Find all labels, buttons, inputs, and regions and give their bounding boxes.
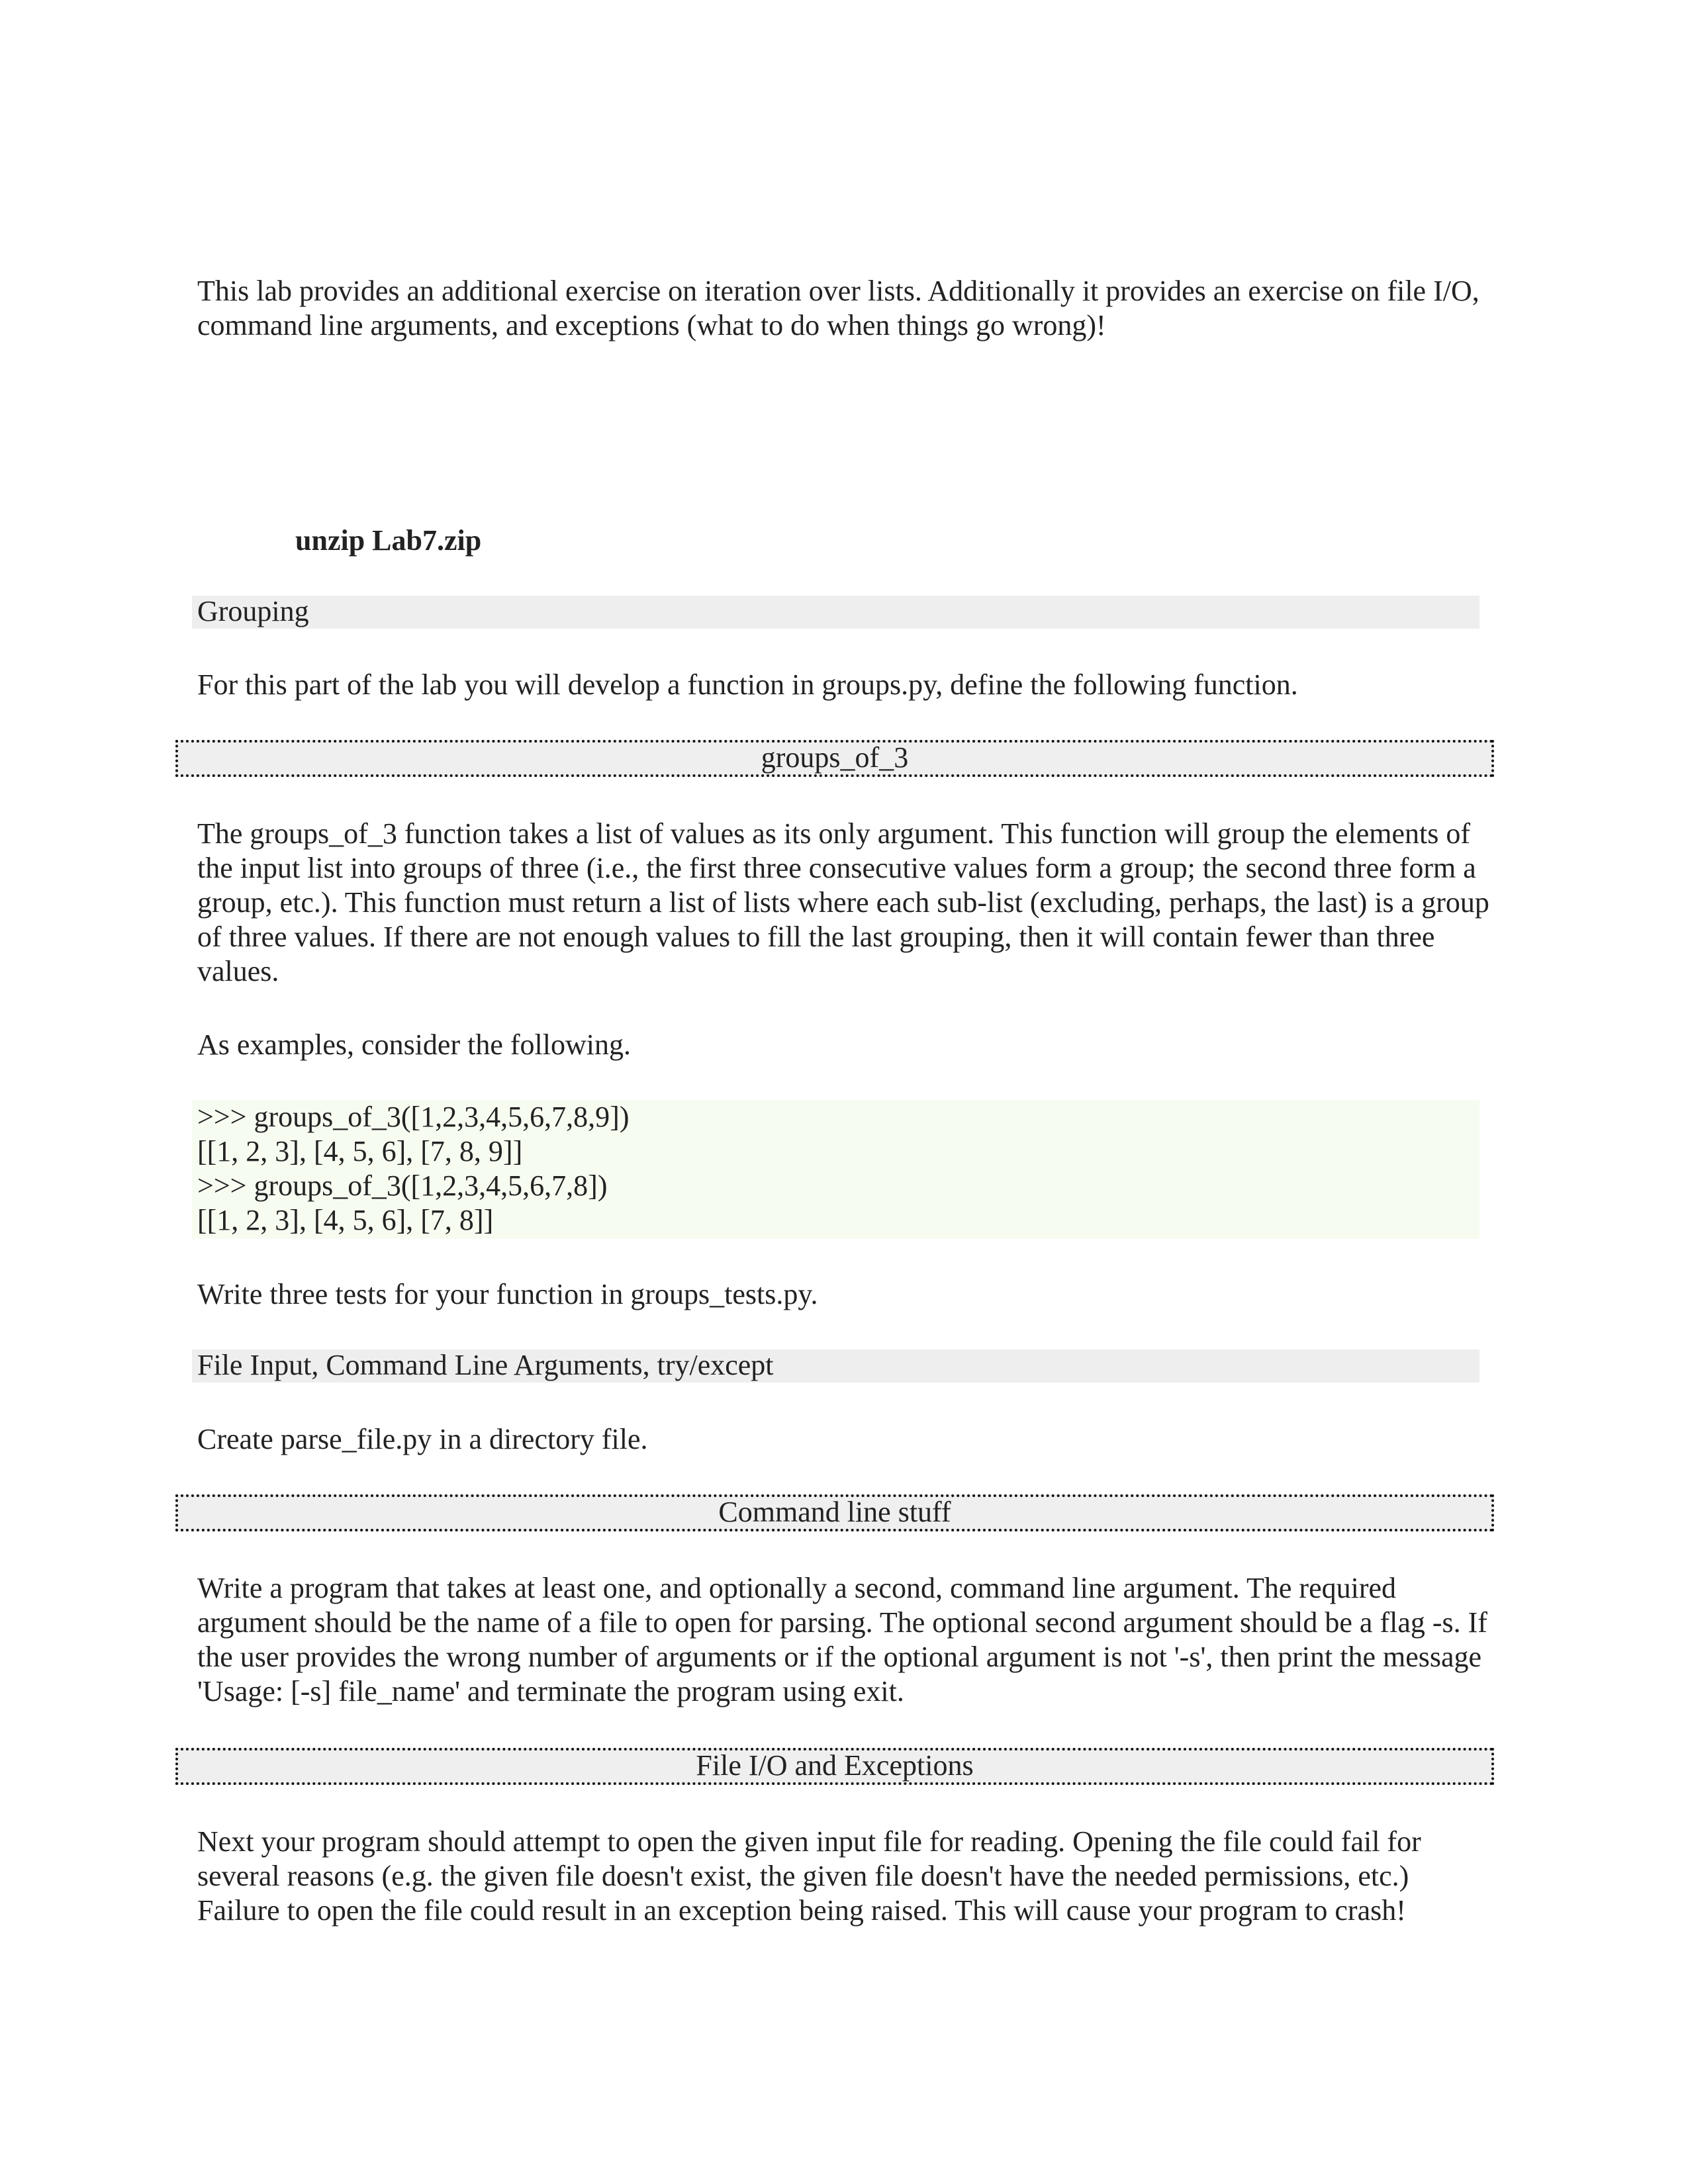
- file-intro: Create parse_file.py in a directory file.: [197, 1423, 648, 1455]
- code-line: [[1, 2, 3], [4, 5, 6], [7, 8]]: [197, 1204, 494, 1236]
- section-heading-file-input: [192, 1349, 1479, 1383]
- code-line: [[1, 2, 3], [4, 5, 6], [7, 8, 9]]: [197, 1135, 523, 1167]
- section-heading-grouping: [192, 596, 1479, 629]
- code-line: >>> groups_of_3([1,2,3,4,5,6,7,8]): [197, 1169, 608, 1202]
- intro-paragraph: This lab provides an additional exercise on iteration over lists. Additionally it provides an exercise on file I/O, command line arguments, and exceptions (what to do when things go wrong)!: [197, 275, 1479, 341]
- code-example: [192, 1100, 1479, 1239]
- command-line-description: Write a program that takes at least one, and optionally a second, command line argument. The required argument should be the name of a file to open for parsing. The optional second argument should be a flag -s. If the user provides the wrong number of arguments or if the optional argument is not '-s', then print the message 'Usage: [-s] file_name' and terminate the program using exit.: [197, 1572, 1487, 1707]
- examples-intro: As examples, consider the following.: [197, 1028, 631, 1061]
- grouping-intro: For this part of the lab you will develop a function in groups.py, define the following function.: [197, 668, 1298, 701]
- function-box-groups-of-3: groups_of_3: [175, 740, 1494, 777]
- code-line: >>> groups_of_3([1,2,3,4,5,6,7,8,9]): [197, 1101, 630, 1133]
- section-heading-text: File Input, Command Line Arguments, try/except: [197, 1349, 774, 1381]
- box-command-line-stuff: Command line stuff: [175, 1494, 1494, 1531]
- function-description: The groups_of_3 function takes a list of values as its only argument. This function will group the elements of the input list into groups of three (i.e., the first three consecutive values form a group; the second three form a group, etc.). This function must return a list of lists where each sub-list (excluding, perhaps, the last) is a group of three values. If there are not enough values to fill the last grouping, then it will contain fewer than three values.: [197, 817, 1489, 987]
- unzip-command: unzip Lab7.zip: [295, 524, 482, 557]
- section-heading-text: Grouping: [197, 595, 309, 627]
- file-io-description: Next your program should attempt to open the given input file for reading. Opening the file could fail for several reasons (e.g. the given file doesn't exist, the given file doesn't have the needed permissions, etc.) Failure to open the file could result in an exception being raised. This will cause your program to crash!: [197, 1825, 1421, 1927]
- tests-note: Write three tests for your function in groups_tests.py.: [197, 1278, 818, 1310]
- box-file-io-exceptions: File I/O and Exceptions: [175, 1748, 1494, 1785]
